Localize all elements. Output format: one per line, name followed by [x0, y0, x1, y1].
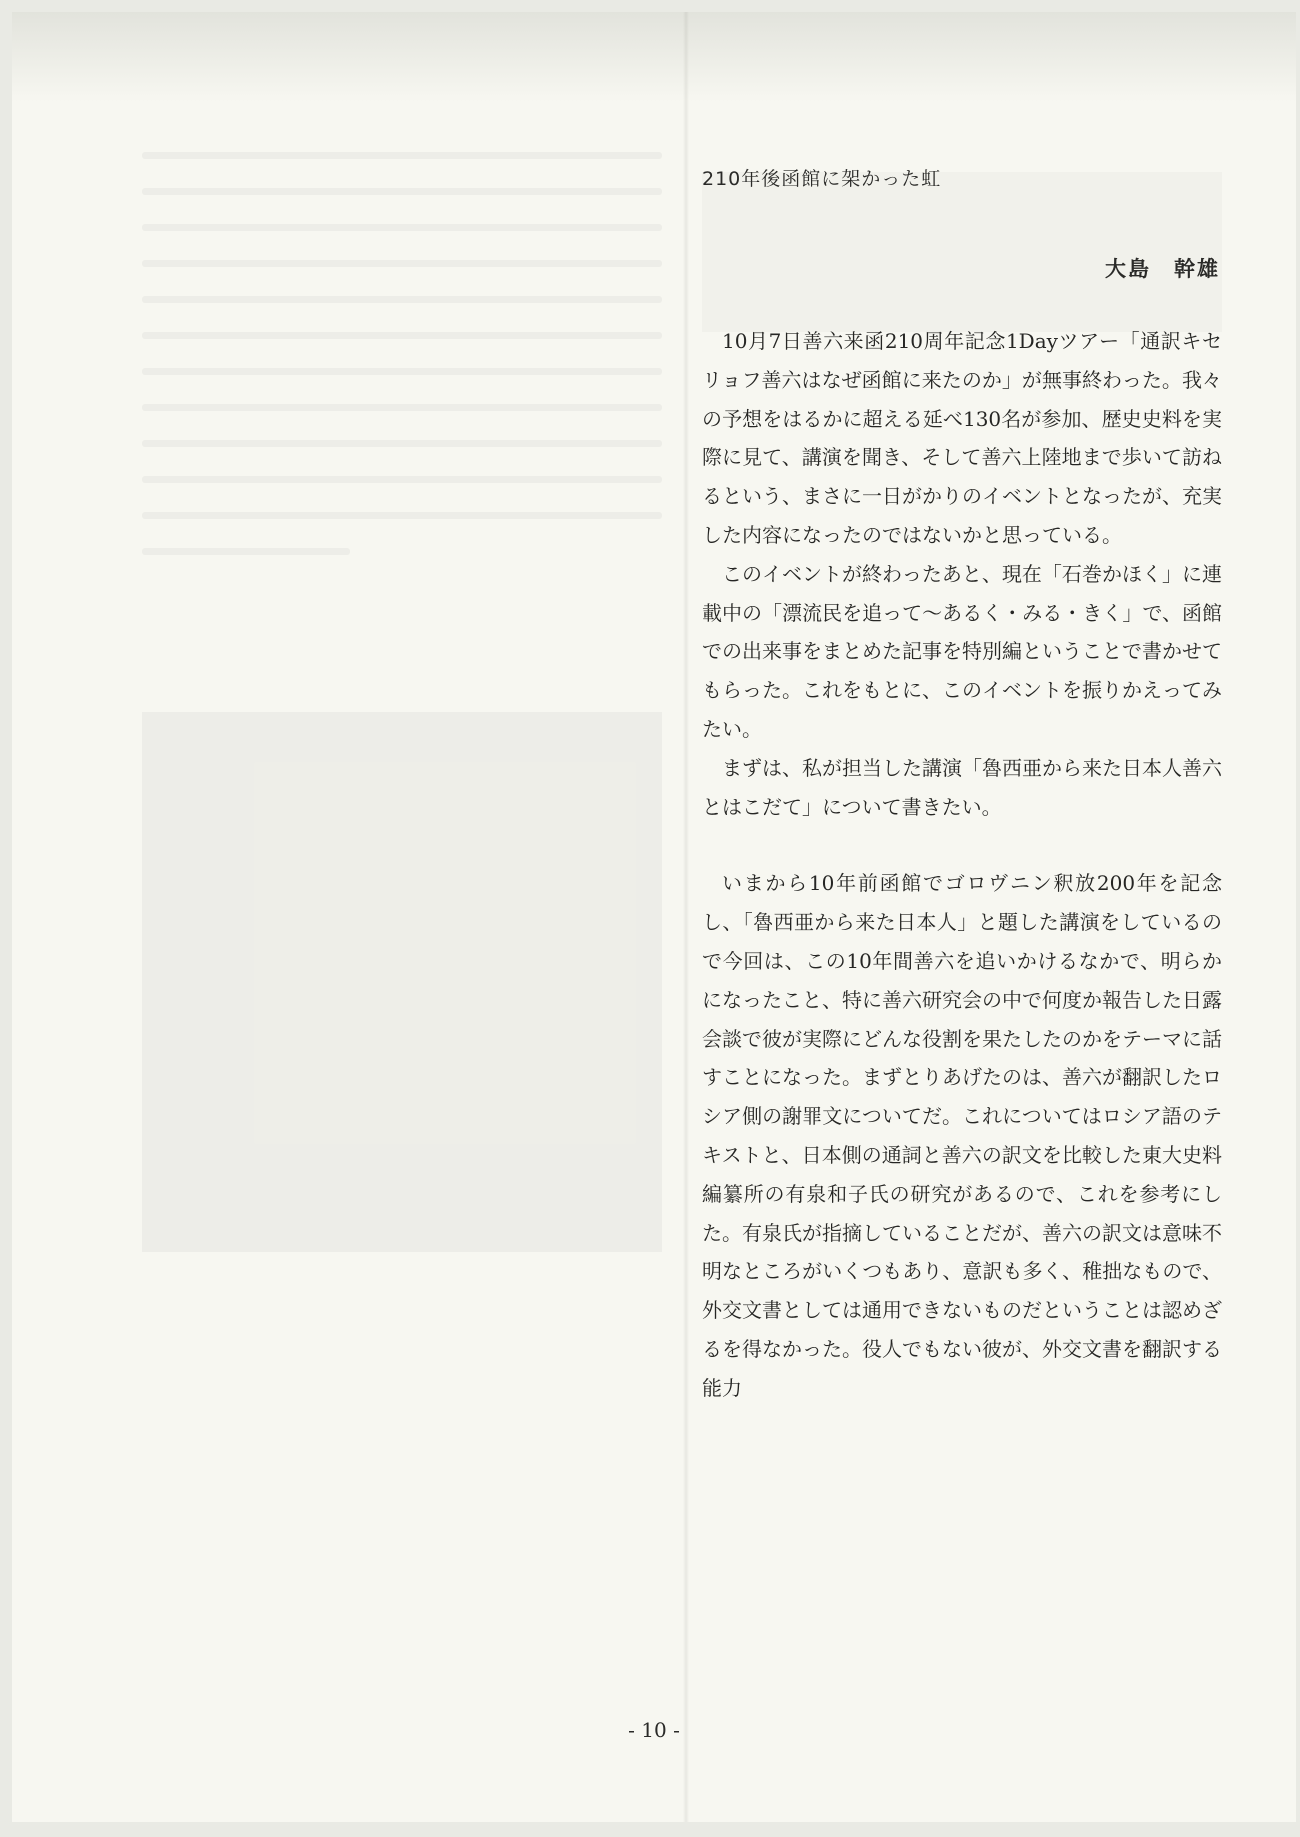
paragraph: このイベントが終わったあと、現在「石巻かほく」に連載中の「漂流民を追って～あるく・みる・きく」で、函館での出来事をまとめた記事を特別編ということで書かせてもらった。これをもとに、このイベントを振りかえってみたい。	[702, 561, 1222, 741]
show-through-text	[142, 152, 662, 584]
document-page	[12, 12, 1296, 1822]
page-gutter	[683, 12, 689, 1822]
show-through-photo	[142, 712, 662, 1252]
article-body	[702, 322, 1222, 1408]
show-through-block	[702, 172, 1222, 332]
paragraph: いまから10年前函館でゴロヴニン釈放200年を記念し、「魯西亜から来た日本人」と題した講演をしているので今回は、この10年間善六を追いかけるなかで、明らかになったこと、特に善六研究会の中で何度か報告した日露会談で彼が実際にどんな役割を果たしたのかをテーマに話すことになった。まずとりあげたのは、善六が翻訳したロシア側の謝罪文についてだ。これについてはロシア語のテキストと、日本側の通詞と善六の訳文を比較した東大史料編纂所の有泉和子氏の研究があるので、これを参考にした。有泉氏が指摘していることだが、善六の訳文は意味不明なところがいくつもあり、意訳も多く、稚拙なもので、外交文書としては通用できないものだということは認めざるを得なかった。役人でもない彼が、外交文書を翻訳する能力	[702, 871, 1222, 1400]
paragraph: 10月7日善六来函210周年記念1Dayツアー「通訳キセリョフ善六はなぜ函館に来たのか」が無事終わった。我々の予想をはるかに超える延べ130名が参加、歴史史料を実際に見て、講演を聞き、そして善六上陸地まで歩いて訪ねるという、まさに一日がかりのイベントとなったが、充実した内容になったのではないかと思っている。	[702, 329, 1222, 547]
article-author: 大島 幹雄	[1105, 257, 1220, 281]
page-number: - 10 -	[628, 1718, 680, 1742]
scan-shadow	[12, 12, 1296, 102]
paragraph: まずは、私が担当した講演「魯西亜から来た日本人善六とはこだて」について書きたい。	[702, 755, 1222, 819]
article-title: 210年後函館に架かった虹	[702, 168, 942, 190]
